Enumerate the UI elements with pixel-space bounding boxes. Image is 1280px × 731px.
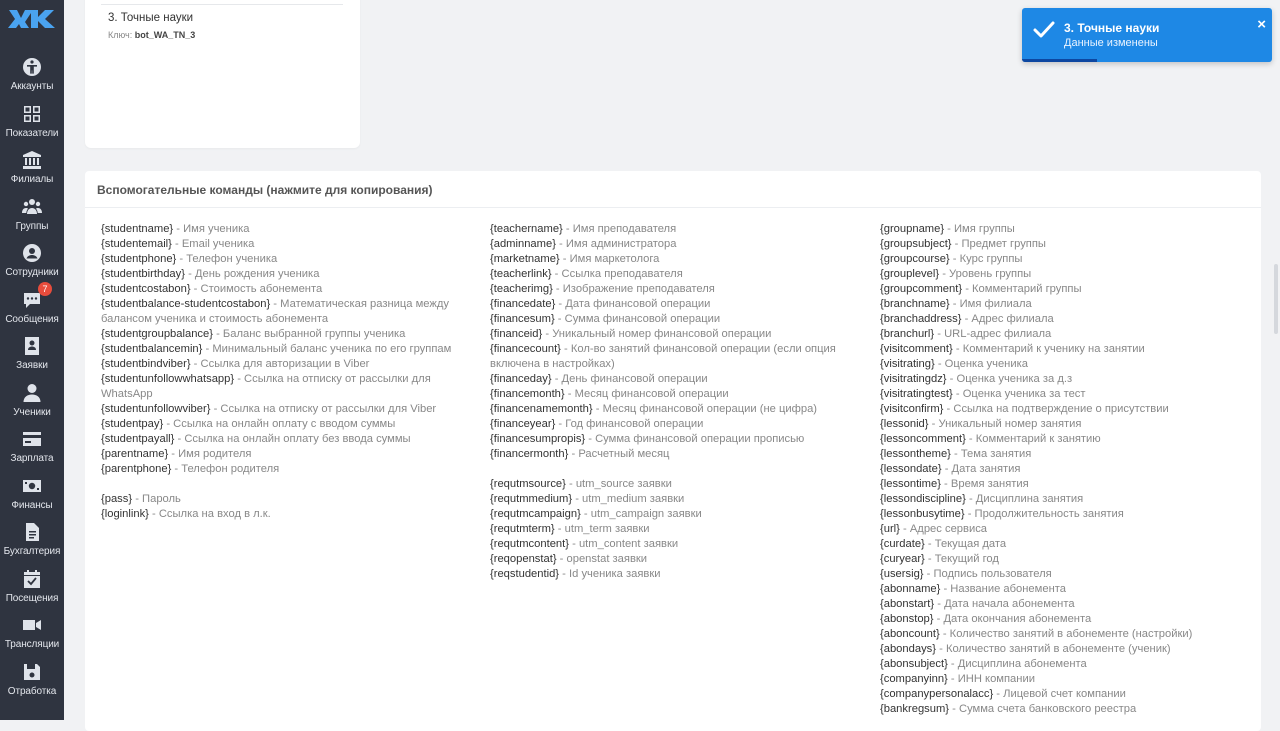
command-key: {lessonbusytime} — [880, 508, 965, 520]
toast-title: 3. Точные науки — [1064, 21, 1160, 35]
sidebar-item-1[interactable] — [0, 56, 64, 102]
command-item[interactable] — [880, 402, 1255, 417]
command-description: - Баланс выбранной группы ученика — [212, 328, 406, 340]
command-description: - Изображение преподавателя — [552, 283, 715, 295]
command-key: {requtmcampaign} — [490, 508, 581, 520]
command-description: - utm_campaign заявки — [580, 508, 702, 520]
command-description: - Продолжительность занятия — [964, 508, 1124, 520]
command-item[interactable] — [101, 237, 476, 252]
command-key: {financeid} — [490, 328, 543, 340]
command-key: {abonstart} — [880, 598, 935, 610]
group-icon — [21, 196, 43, 218]
command-key: {studentbirthday} — [101, 268, 185, 280]
command-key: {parentname} — [101, 448, 169, 460]
command-description: - Ссылка на отписку от рассылки для WhatsApp — [101, 373, 431, 400]
command-key: {teacherlink} — [490, 268, 552, 280]
command-description: - Месяц финансовой операции — [564, 388, 729, 400]
command-item[interactable] — [490, 432, 865, 447]
command-item[interactable] — [880, 252, 1255, 267]
command-description: - Уровень группы — [939, 268, 1032, 280]
command-item[interactable] — [880, 477, 1255, 492]
command-description: - Id ученика заявки — [559, 568, 661, 580]
credit-card-icon — [21, 428, 43, 450]
command-key: {curdate} — [880, 538, 925, 550]
command-key: {financermonth} — [490, 448, 569, 460]
command-description: - Количество занятий в абонементе (настройки) — [939, 628, 1193, 640]
command-description: - Дата занятия — [941, 463, 1021, 475]
command-item[interactable] — [490, 537, 865, 552]
contact-card-icon — [21, 335, 43, 357]
command-item[interactable] — [490, 222, 865, 237]
command-item[interactable] — [880, 357, 1255, 372]
command-item[interactable] — [880, 447, 1255, 462]
command-key: {marketname} — [490, 253, 560, 265]
command-item[interactable] — [880, 267, 1255, 282]
command-key: {parentphone} — [101, 463, 172, 475]
command-description: - Телефон ученика — [176, 253, 278, 265]
command-key: {url} — [880, 523, 900, 535]
spacer — [490, 462, 865, 477]
command-item[interactable] — [880, 372, 1255, 387]
command-key: {abonstop} — [880, 613, 934, 625]
command-key: {groupcourse} — [880, 253, 950, 265]
command-description: - Дата окончания абонемента — [933, 613, 1092, 625]
command-description: - utm_medium заявки — [572, 493, 685, 505]
command-item[interactable] — [880, 642, 1255, 657]
command-key: {studentunfollowwhatsapp} — [101, 373, 235, 385]
command-key: {adminname} — [490, 238, 556, 250]
command-item[interactable] — [880, 387, 1255, 402]
command-key: {studentbalance-studentcostabon} — [101, 298, 271, 310]
command-description: - Имя ученика — [173, 223, 250, 235]
command-description: - Стоимость абонемента — [190, 283, 323, 295]
command-key: {usersig} — [880, 568, 924, 580]
command-item[interactable] — [490, 327, 865, 342]
command-item[interactable] — [880, 237, 1255, 252]
command-item[interactable] — [101, 297, 476, 327]
command-key: {curyear} — [880, 553, 925, 565]
command-item[interactable] — [880, 462, 1255, 477]
command-description: - Курс группы — [949, 253, 1023, 265]
toast-notification — [1022, 8, 1272, 62]
command-item[interactable] — [880, 657, 1255, 672]
command-description: - Ссылка преподавателя — [551, 268, 683, 280]
command-item[interactable] — [880, 312, 1255, 327]
video-icon — [21, 614, 43, 636]
command-description: - Телефон родителя — [171, 463, 280, 475]
command-item[interactable] — [880, 417, 1255, 432]
panel-title: Вспомогательные команды (нажмите для копирования) — [97, 183, 433, 197]
key-label: Ключ: — [108, 30, 133, 40]
command-description: - Оценка ученика за тест — [952, 388, 1086, 400]
command-key: {requtmsource} — [490, 478, 566, 490]
command-item[interactable] — [101, 372, 476, 402]
command-key: {studentname} — [101, 223, 174, 235]
command-key: {financesum} — [490, 313, 555, 325]
command-description: - Пароль — [132, 493, 181, 505]
command-description: - Количество занятий в абонементе (ученик) — [936, 643, 1171, 655]
command-description: - Предмет группы — [951, 238, 1046, 250]
command-key: {reqopenstat} — [490, 553, 557, 565]
sidebar-item-label: Трансляции — [4, 639, 60, 650]
sidebar-item-14[interactable] — [0, 661, 64, 707]
chat-icon — [21, 283, 48, 311]
command-item[interactable] — [880, 687, 1255, 702]
command-description: - Расчетный месяц — [568, 448, 670, 460]
bank-icon — [21, 149, 43, 171]
command-description: - Дисциплина абонемента — [947, 658, 1087, 670]
command-key: {financenamemonth} — [490, 403, 593, 415]
command-key: {pass} — [101, 493, 133, 505]
command-key: {bankregsum} — [880, 703, 950, 715]
panel-header — [85, 171, 1261, 208]
command-item[interactable] — [490, 297, 865, 312]
command-item[interactable] — [490, 267, 865, 282]
sidebar-item-12[interactable] — [0, 568, 64, 614]
sidebar-item-9[interactable] — [0, 428, 64, 474]
command-description: - Название абонемента — [940, 583, 1066, 595]
command-key: {studentbalancemin} — [101, 343, 203, 355]
command-item[interactable] — [490, 402, 865, 417]
command-item[interactable] — [490, 237, 865, 252]
sidebar-item-7[interactable] — [0, 335, 64, 381]
command-key: {visitcomment} — [880, 343, 953, 355]
command-key: {studentcostabon} — [101, 283, 191, 295]
command-description: - utm_term заявки — [554, 523, 650, 535]
command-key: {abonname} — [880, 583, 941, 595]
checkmark-icon — [1032, 18, 1056, 42]
command-description: - Уникальный номер финансовой операции — [542, 328, 772, 340]
command-item[interactable] — [490, 522, 865, 537]
command-description: - Подпись пользователя — [923, 568, 1052, 580]
command-description: - Ссылка на вход в л.к. — [148, 508, 271, 520]
command-description: - Комментарий группы — [962, 283, 1082, 295]
command-description: - Дисциплина занятия — [965, 493, 1084, 505]
command-item[interactable] — [880, 342, 1255, 357]
sidebar-item-10[interactable] — [0, 475, 64, 521]
command-item[interactable] — [880, 612, 1255, 627]
command-description: - Адрес филиала — [961, 313, 1054, 325]
commands-panel — [85, 171, 1261, 731]
command-key: {requtmcontent} — [490, 538, 569, 550]
command-description: - Текущий год — [924, 553, 999, 565]
command-item[interactable] — [490, 252, 865, 267]
save-icon — [21, 661, 43, 683]
command-item[interactable] — [101, 432, 476, 447]
command-item[interactable] — [490, 312, 865, 327]
command-description: - Уникальный номер занятия — [928, 418, 1082, 430]
command-description: - Сумма счета банковского реестра — [949, 703, 1137, 715]
command-description: - Ссылка на онлайн оплату без ввода суммы — [174, 433, 411, 445]
command-description: - Лицевой счет компании — [993, 688, 1126, 700]
command-description: - Имя родителя — [168, 448, 252, 460]
money-icon — [21, 475, 43, 497]
command-key: {reqstudentid} — [490, 568, 560, 580]
command-item[interactable] — [490, 387, 865, 402]
sidebar-item-11[interactable] — [0, 521, 64, 567]
sidebar-item-label: Показатели — [5, 127, 59, 139]
command-item[interactable] — [101, 252, 476, 267]
card-divider — [101, 0, 343, 5]
command-key: {branchname} — [880, 298, 950, 310]
command-description: - Имя филиала — [949, 298, 1032, 310]
command-key: {lessonid} — [880, 418, 929, 430]
command-key: {teachername} — [490, 223, 563, 235]
command-item[interactable] — [490, 447, 865, 462]
command-key: {companypersonalacc} — [880, 688, 994, 700]
group-title: 3. Точные науки — [108, 12, 194, 24]
command-description: - Имя маркетолога — [559, 253, 660, 265]
toast-progress-bar — [1022, 59, 1097, 62]
sidebar-item-label: Бухгалтерия — [3, 546, 61, 557]
command-key: {visitconfirm} — [880, 403, 944, 415]
sidebar-item-label: Заявки — [16, 360, 48, 371]
command-key: {lessoncomment} — [880, 433, 966, 445]
command-item[interactable] — [880, 582, 1255, 597]
command-item[interactable] — [880, 552, 1255, 567]
accessibility-icon — [21, 56, 43, 78]
command-description: - Email ученика — [171, 238, 255, 250]
key-value: bot_WA_TN_3 — [134, 30, 196, 40]
commands-column-2 — [490, 222, 865, 582]
command-description: - Тема занятия — [950, 448, 1032, 460]
command-description: - Время занятия — [940, 478, 1029, 490]
command-item[interactable] — [880, 327, 1255, 342]
sidebar-item-6[interactable] — [0, 283, 64, 335]
command-key: {studentgroupbalance} — [101, 328, 213, 340]
command-description: - Адрес сервиса — [899, 523, 988, 535]
notification-badge: 7 — [38, 282, 52, 296]
command-key: {groupcomment} — [880, 283, 963, 295]
command-item[interactable] — [880, 537, 1255, 552]
group-card — [85, 0, 360, 148]
command-description: - Текущая дата — [924, 538, 1007, 550]
command-key: {companyinn} — [880, 673, 948, 685]
command-description: - Имя администратора — [555, 238, 677, 250]
commands-column-1 — [101, 222, 476, 522]
command-item[interactable] — [490, 342, 865, 372]
sidebar-item-label: Ученики — [13, 406, 51, 418]
command-description: - Минимальный баланс ученика по его группам — [202, 343, 452, 355]
sidebar-item-3[interactable] — [0, 149, 64, 195]
command-description: - Дата финансовой операции — [555, 298, 711, 310]
command-key: {studentpay} — [101, 418, 164, 430]
logo-icon — [7, 6, 57, 32]
sidebar-item-8[interactable] — [0, 382, 64, 428]
command-key: {grouplevel} — [880, 268, 940, 280]
command-key: {studentpayall} — [101, 433, 175, 445]
command-key: {lessondate} — [880, 463, 942, 475]
command-key: {abonsubject} — [880, 658, 948, 670]
command-item[interactable] — [880, 627, 1255, 642]
sidebar-item-label: Группы — [15, 220, 49, 232]
scrollbar-thumb[interactable] — [1274, 264, 1278, 334]
command-item[interactable] — [490, 372, 865, 387]
command-key: {studentunfollowviber} — [101, 403, 211, 415]
command-item[interactable] — [880, 492, 1255, 507]
command-description: - utm_source заявки — [565, 478, 672, 490]
sidebar-item-label: Финансы — [11, 499, 53, 511]
command-key: {financemonth} — [490, 388, 565, 400]
close-icon[interactable]: × — [1257, 16, 1266, 33]
command-description: - Дата начала абонемента — [934, 598, 1075, 610]
command-item[interactable] — [880, 672, 1255, 687]
command-key: {studentphone} — [101, 253, 177, 265]
command-description: - Ссылка на отписку от рассылки для Viber — [210, 403, 437, 415]
sidebar-item-2[interactable] — [0, 103, 64, 149]
sidebar-item-label: Филиалы — [10, 174, 54, 185]
command-key: {lessondiscipline} — [880, 493, 966, 505]
sidebar-item-5[interactable] — [0, 242, 64, 288]
sidebar-item-label: Сообщения — [5, 313, 59, 325]
command-key: {branchurl} — [880, 328, 935, 340]
command-key: {studentbindviber} — [101, 358, 191, 370]
command-key: {financecount} — [490, 343, 561, 355]
command-item[interactable] — [490, 552, 865, 567]
command-item[interactable] — [880, 222, 1255, 237]
user-circle-icon — [21, 242, 43, 264]
command-key: {financeyear} — [490, 418, 556, 430]
command-key: {loginlink} — [101, 508, 149, 520]
command-key: {lessontime} — [880, 478, 941, 490]
command-key: {visitratingtest} — [880, 388, 953, 400]
command-item[interactable] — [101, 342, 476, 357]
command-item[interactable] — [880, 432, 1255, 447]
command-key: {groupname} — [880, 223, 945, 235]
command-item[interactable] — [880, 597, 1255, 612]
command-key: {financesumpropis} — [490, 433, 586, 445]
command-item[interactable] — [101, 462, 476, 477]
command-description: - Оценка ученика за д.з — [946, 373, 1073, 385]
command-item[interactable] — [101, 402, 476, 417]
command-key: {financeday} — [490, 373, 552, 385]
sidebar-item-4[interactable] — [0, 196, 64, 242]
command-description: - Сумма финансовой операции — [554, 313, 721, 325]
command-key: {visitrating} — [880, 358, 935, 370]
command-item[interactable] — [101, 357, 476, 372]
command-key: {lessontheme} — [880, 448, 951, 460]
spacer — [101, 477, 476, 492]
command-key: {teacherimg} — [490, 283, 553, 295]
command-key: {financedate} — [490, 298, 556, 310]
command-item[interactable] — [490, 507, 865, 522]
user-icon — [21, 382, 43, 404]
command-item[interactable] — [490, 492, 865, 507]
command-item[interactable] — [880, 297, 1255, 312]
sidebar-item-label: Аккаунты — [10, 81, 54, 92]
command-item[interactable] — [101, 447, 476, 462]
logo[interactable] — [0, 0, 64, 48]
toast-message: Данные изменены — [1064, 37, 1158, 49]
sidebar-item-label: Зарплата — [10, 453, 54, 464]
command-description: - Ссылка для авторизации в Viber — [190, 358, 370, 370]
command-item[interactable] — [101, 282, 476, 297]
command-key: {requtmmedium} — [490, 493, 573, 505]
group-key — [108, 30, 195, 40]
command-item[interactable] — [880, 507, 1255, 522]
sidebar-item-label: Сотрудники — [5, 267, 59, 278]
sidebar-item-label: Отработка — [7, 685, 57, 697]
command-description: - День рождения ученика — [184, 268, 320, 280]
command-description: - Математическая разница между балансом ученика и стоимость абонемента — [101, 298, 450, 325]
command-item[interactable] — [880, 282, 1255, 297]
command-key: {aboncount} — [880, 628, 940, 640]
command-key: {branchaddress} — [880, 313, 962, 325]
command-item[interactable] — [490, 417, 865, 432]
commands-column-3 — [880, 222, 1255, 717]
command-description: - utm_content заявки — [569, 538, 679, 550]
command-item[interactable] — [101, 267, 476, 282]
command-description: - Имя группы — [944, 223, 1015, 235]
command-key: {groupsubject} — [880, 238, 952, 250]
document-icon — [21, 521, 43, 543]
command-item[interactable] — [880, 702, 1255, 717]
command-description: - Год финансовой операции — [555, 418, 704, 430]
sidebar-item-13[interactable] — [0, 614, 64, 660]
command-key: {requtmterm} — [490, 523, 555, 535]
dashboard-grid-icon — [21, 103, 43, 125]
command-description: - Оценка ученика — [934, 358, 1028, 370]
command-description: - openstat заявки — [556, 553, 648, 565]
command-description: - Кол-во занятий финансовой операции (если опция включена в настройках) — [490, 343, 836, 370]
command-description: - ИНН компании — [947, 673, 1035, 685]
command-item[interactable] — [101, 417, 476, 432]
command-key: {abondays} — [880, 643, 936, 655]
command-description: - URL-адрес филиала — [934, 328, 1052, 340]
command-description: - Комментарий к ученику на занятии — [952, 343, 1145, 355]
command-description: - День финансовой операции — [551, 373, 708, 385]
command-item[interactable] — [101, 507, 476, 522]
command-description: - Сумма финансовой операции прописью — [585, 433, 805, 445]
command-item[interactable] — [490, 567, 865, 582]
sidebar-item-label: Посещения — [5, 592, 59, 604]
command-description: - Ссылка на онлайн оплату с вводом суммы — [163, 418, 396, 430]
command-item[interactable] — [101, 492, 476, 507]
sidebar — [0, 0, 64, 720]
command-key: {visitratingdz} — [880, 373, 947, 385]
command-item[interactable] — [490, 477, 865, 492]
command-description: - Имя преподавателя — [562, 223, 677, 235]
command-item[interactable] — [880, 567, 1255, 582]
command-description: - Ссылка на подтверждение о присутствии — [943, 403, 1169, 415]
command-item[interactable] — [490, 282, 865, 297]
command-key: {studentemail} — [101, 238, 172, 250]
command-item[interactable] — [101, 222, 476, 237]
command-description: - Месяц финансовой операции (не цифра) — [592, 403, 818, 415]
command-item[interactable] — [880, 522, 1255, 537]
command-description: - Комментарий к занятию — [965, 433, 1101, 445]
command-item[interactable] — [101, 327, 476, 342]
calendar-check-icon — [21, 568, 43, 590]
